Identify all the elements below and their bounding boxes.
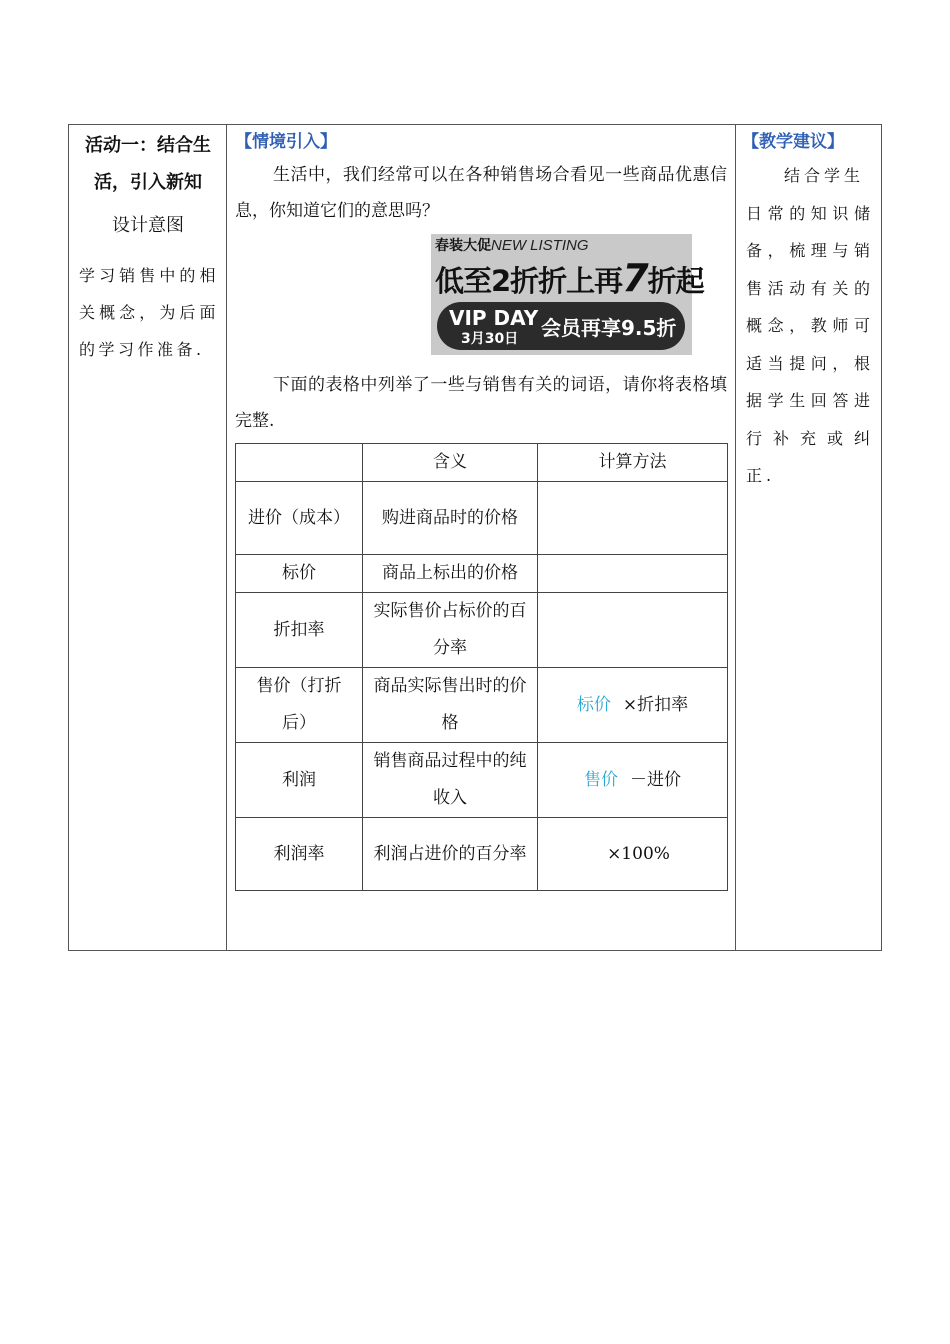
meaning-cell: 商品上标出的价格 xyxy=(363,555,538,593)
sales-terms-table xyxy=(235,443,728,891)
formula-key: 售价 xyxy=(584,769,618,790)
ad-headline-part: 低至2折折上再 xyxy=(435,264,623,298)
ad-member-offer: 会员再享9.5折 xyxy=(541,316,677,340)
meaning-cell: 商品实际售出时的价格 xyxy=(363,668,538,743)
intro-paragraph: 生活中，我们经常可以在各种销售场合看见一些商品优惠信息，你知道它们的意思吗？ xyxy=(235,165,727,221)
meaning-cell: 购进商品时的价格 xyxy=(363,482,538,555)
ad-date: 3月30日 xyxy=(461,331,519,347)
design-intent-text: 学习销售中的相关概念，为后面的学习作准备. xyxy=(79,266,219,359)
table-row xyxy=(236,743,728,818)
ad-headline xyxy=(435,256,704,300)
ad-brand: 春装大促 xyxy=(435,238,491,254)
table-instruction-paragraph: 下面的表格中列举了一些与销售有关的词语，请你将表格填完整. xyxy=(235,375,727,431)
ad-vip-banner xyxy=(437,302,685,350)
design-intent-column xyxy=(69,125,227,950)
ad-tagline: NEW LISTING xyxy=(491,237,589,254)
term-cell: 售价（打折后） xyxy=(236,668,363,743)
method-cell xyxy=(538,668,728,743)
scenario-intro-label: 【情境引入】 xyxy=(235,132,337,152)
ad-headline-number: 7 xyxy=(622,256,648,300)
method-cell xyxy=(538,743,728,818)
term-cell: 利润 xyxy=(236,743,363,818)
method-cell xyxy=(538,818,728,891)
meaning-cell: 销售商品过程中的纯收入 xyxy=(363,743,538,818)
table-row xyxy=(236,668,728,743)
teaching-suggestion-text xyxy=(746,157,874,495)
table-row xyxy=(236,482,728,555)
ad-headline-tail: 折起 xyxy=(647,264,704,298)
header-cell xyxy=(236,444,363,482)
activity-title: 活动一：结合生活，引入新知 xyxy=(85,135,211,193)
header-cell: 含义 xyxy=(363,444,538,482)
method-cell xyxy=(538,555,728,593)
teaching-suggestion-first-line: 结合学生 xyxy=(784,166,865,185)
term-cell: 折扣率 xyxy=(236,593,363,668)
ad-vip-label: VIP DAY xyxy=(449,306,539,330)
formula-rest: －进价 xyxy=(630,769,681,790)
design-intent-heading: 设计意图 xyxy=(112,215,184,236)
ad-header xyxy=(435,235,589,255)
formula-rest: ×100% xyxy=(607,843,670,864)
table-row xyxy=(236,593,728,668)
teaching-suggestion-column xyxy=(736,125,882,950)
teaching-suggestion-label: 【教学建议】 xyxy=(742,132,844,152)
table-row xyxy=(236,555,728,593)
content-column xyxy=(227,125,736,950)
lesson-table xyxy=(68,124,882,951)
method-cell xyxy=(538,593,728,668)
meaning-cell: 利润占进价的百分率 xyxy=(363,818,538,891)
method-cell xyxy=(538,482,728,555)
formula-key: 标价 xyxy=(576,694,611,715)
table-row xyxy=(236,818,728,891)
table-header-row xyxy=(236,444,728,482)
term-cell: 利润率 xyxy=(236,818,363,891)
formula-rest: ×折扣率 xyxy=(622,694,689,715)
teaching-suggestion-rest: 日常的知识储备，梳理与销售活动有关的概念，教师可适当提问，根据学生回答进行补充或纠正. xyxy=(746,203,874,485)
term-cell: 进价（成本） xyxy=(236,482,363,555)
term-cell: 标价 xyxy=(236,555,363,593)
header-cell: 计算方法 xyxy=(538,444,728,482)
meaning-cell: 实际售价占标价的百分率 xyxy=(363,593,538,668)
sale-advertisement-image xyxy=(431,234,704,355)
